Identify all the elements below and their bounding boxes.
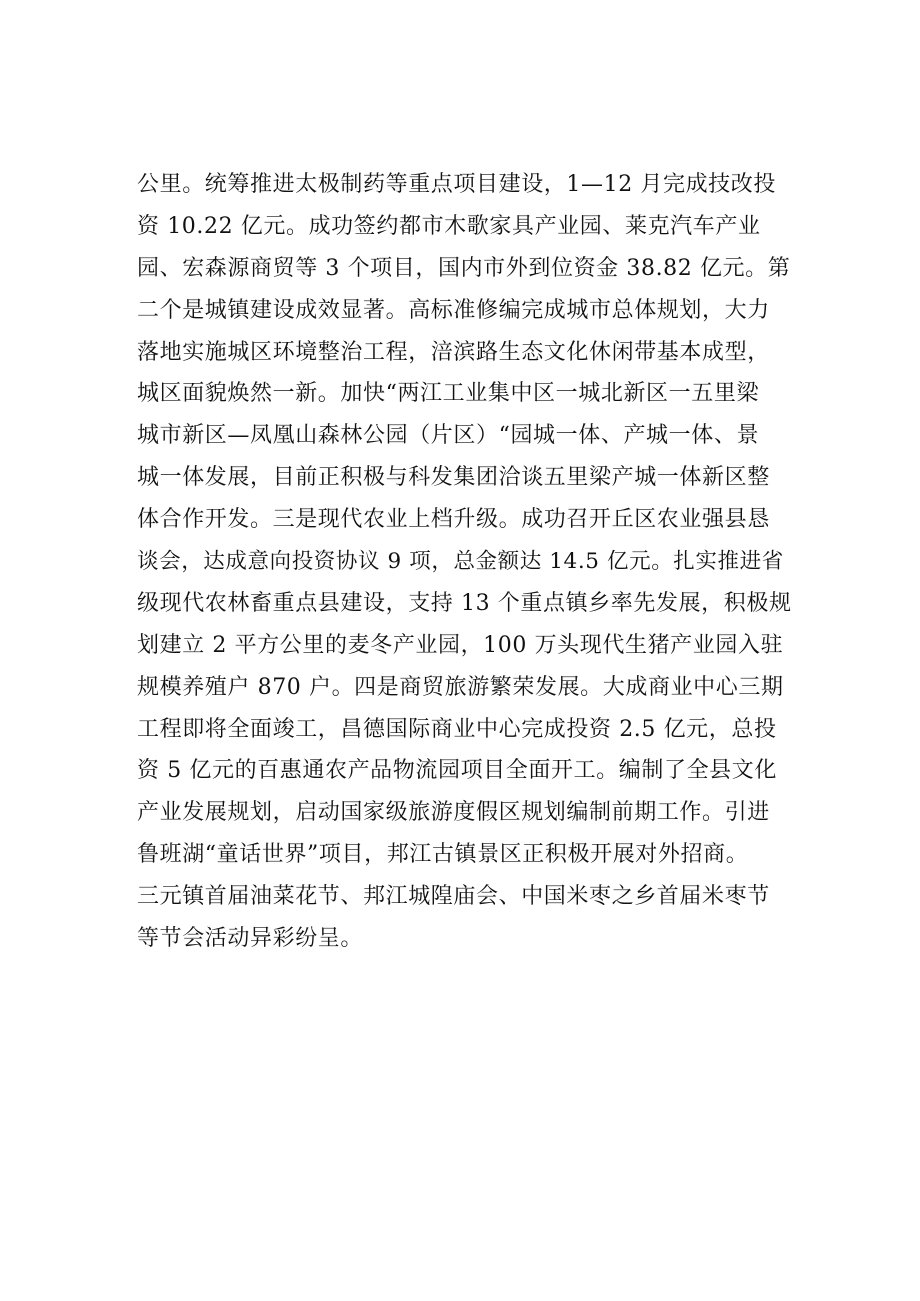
text-line: 园、宏森源商贸等 3 个项目，国内市外到位资金 38.82 亿元。第 bbox=[137, 255, 791, 281]
text-line: 级现代农林畜重点县建设，支持 13 个重点镇乡率先发展，积极规 bbox=[137, 590, 792, 616]
text-line: 城区面貌焕然一新。加快“两江工业集中区一城北新区一五里梁 bbox=[137, 381, 760, 407]
text-line: 鲁班湖“童话世界”项目，邦江古镇景区正积极开展对外招商。 bbox=[137, 842, 749, 868]
text-line: 谈会，达成意向投资协议 9 项，总金额达 14.5 亿元。扎实推进省 bbox=[137, 549, 784, 575]
text-line: 产业发展规划，启动国家级旅游度假区规划编制前期工作。引进 bbox=[137, 800, 770, 826]
text-line: 资 5 亿元的百惠通农产品物流园项目全面开工。编制了全县文化 bbox=[137, 758, 777, 784]
text-line: 划建立 2 平方公里的麦冬产业园，100 万头现代生猪产业园入驻 bbox=[137, 632, 784, 658]
text-line: 城市新区—凤凰山森林公园（片区）“园城一体、产城一体、景 bbox=[137, 423, 760, 449]
text-line: 二个是城镇建设成效显著。高标准修编完成城市总体规划，大力 bbox=[137, 297, 770, 323]
text-line: 落地实施城区环境整治工程，涪滨路生态文化休闲带基本成型， bbox=[137, 339, 770, 365]
text-line: 等节会活动异彩纷呈。 bbox=[137, 926, 364, 952]
text-line: 规模养殖户 870 户。四是商贸旅游繁荣发展。大成商业中心三期 bbox=[137, 674, 784, 700]
body-paragraph bbox=[137, 164, 797, 960]
text-line: 体合作开发。三是现代农业上档升级。成功召开丘区农业强县恳 bbox=[137, 507, 770, 533]
text-line: 三元镇首届油菜花节、邦江城隍庙会、中国米枣之乡首届米枣节 bbox=[137, 884, 770, 910]
text-line: 城一体发展，目前正积极与科发集团洽谈五里梁产城一体新区整 bbox=[137, 465, 770, 491]
text-line: 工程即将全面竣工，昌德国际商业中心完成投资 2.5 亿元，总投 bbox=[137, 716, 777, 742]
text-line: 资 10.22 亿元。成功签约都市木歌家具产业园、莱克汽车产业 bbox=[137, 213, 761, 239]
text-line: 公里。统筹推进太极制药等重点项目建设，1—12 月完成技改投 bbox=[137, 172, 776, 197]
